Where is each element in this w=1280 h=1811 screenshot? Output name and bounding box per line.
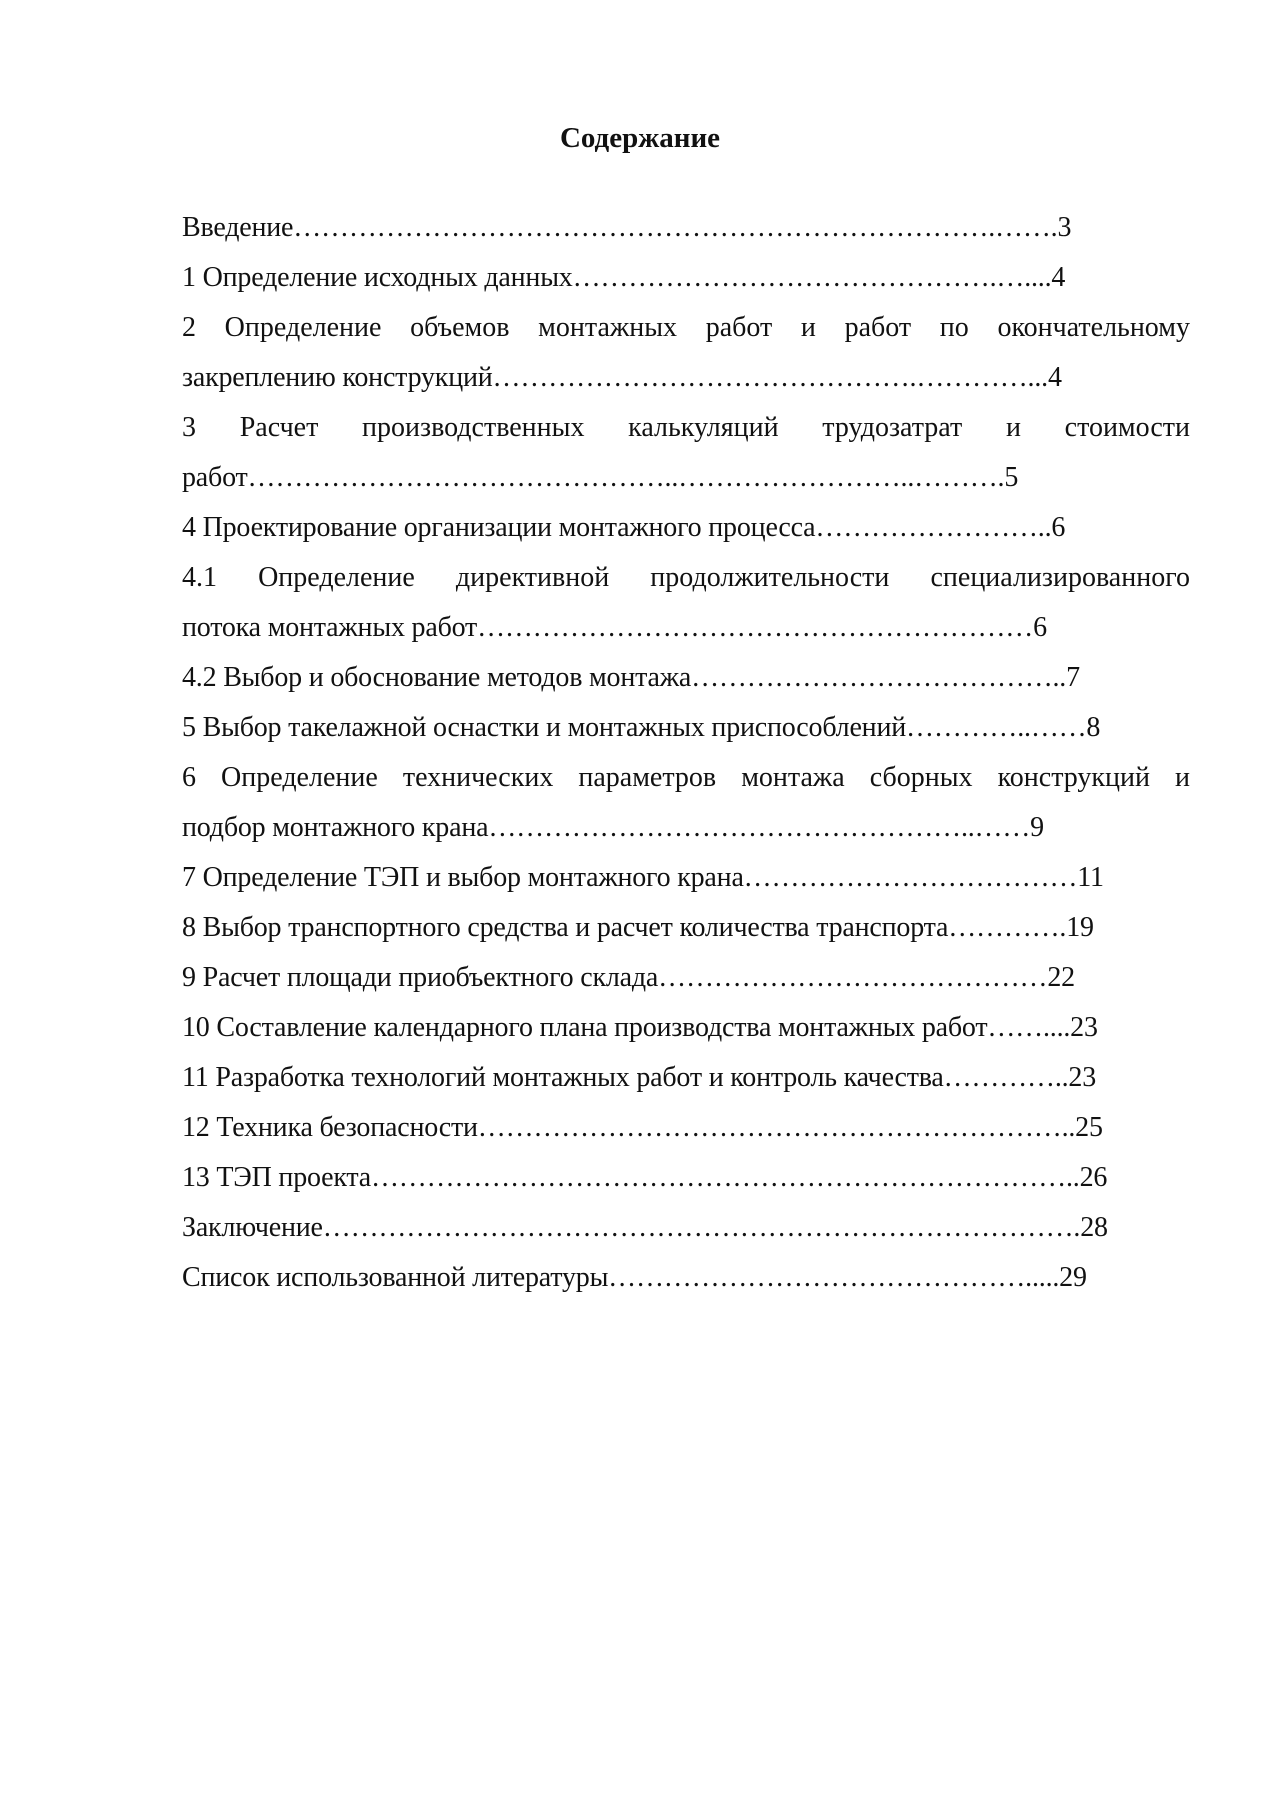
toc-line-9: 9 Расчет площади приобъектного склада……………………………………22 <box>182 962 1075 993</box>
page-title: Содержание <box>559 122 721 154</box>
toc-line-2-part2: закреплению конструкций……………………………………….…………...4 <box>182 362 1062 393</box>
toc-line-4-2: 4.2 Выбор и обоснование методов монтажа…………………………………..7 <box>182 662 1080 693</box>
toc-line-12: 12 Техника безопасности………………………………………………………..25 <box>182 1112 1103 1143</box>
toc-line-10: 10 Составление календарного плана производства монтажных работ……....23 <box>182 1012 1098 1043</box>
toc-line-introduction: Введение………………………………………………………………….…….3 <box>182 212 1072 243</box>
toc-line-11: 11 Разработка технологий монтажных работ и контроль качества…………..23 <box>182 1062 1097 1093</box>
toc-line-13: 13 ТЭП проекта…………………………………………………………………..26 <box>182 1162 1108 1193</box>
toc-line-conclusion: Заключение……………………………………………………………………….28 <box>182 1212 1108 1243</box>
toc-line-7: 7 Определение ТЭП и выбор монтажного крана………………………………11 <box>182 862 1104 893</box>
toc-line-4-1-part1: 4.1 Определение директивной продолжительности специализированного <box>182 562 1190 593</box>
table-of-contents <box>182 208 1190 1308</box>
toc-line-8: 8 Выбор транспортного средства и расчет количества транспорта………….19 <box>182 912 1094 943</box>
toc-line-6-part2: подбор монтажного крана……………………………………………..……9 <box>182 812 1044 843</box>
toc-line-references: Список использованной литературы……………………………………….....29 <box>182 1262 1087 1293</box>
toc-line-6-part1: 6 Определение технических параметров монтажа сборных конструкций и <box>182 762 1190 793</box>
toc-line-1: 1 Определение исходных данных……………………………………….…....4 <box>182 262 1066 293</box>
toc-line-4: 4 Проектирование организации монтажного процесса……………………..6 <box>182 512 1066 543</box>
toc-line-3-part2: работ………………………………………..……………………..……….5 <box>182 462 1019 493</box>
toc-line-5: 5 Выбор такелажной оснастки и монтажных приспособлений…………..……8 <box>182 712 1101 743</box>
toc-line-4-1-part2: потока монтажных работ……………………………………………………6 <box>182 612 1047 643</box>
toc-line-2-part1: 2 Определение объемов монтажных работ и работ по окончательному <box>182 312 1190 343</box>
toc-line-3-part1: 3 Расчет производственных калькуляций трудозатрат и стоимости <box>182 412 1190 443</box>
